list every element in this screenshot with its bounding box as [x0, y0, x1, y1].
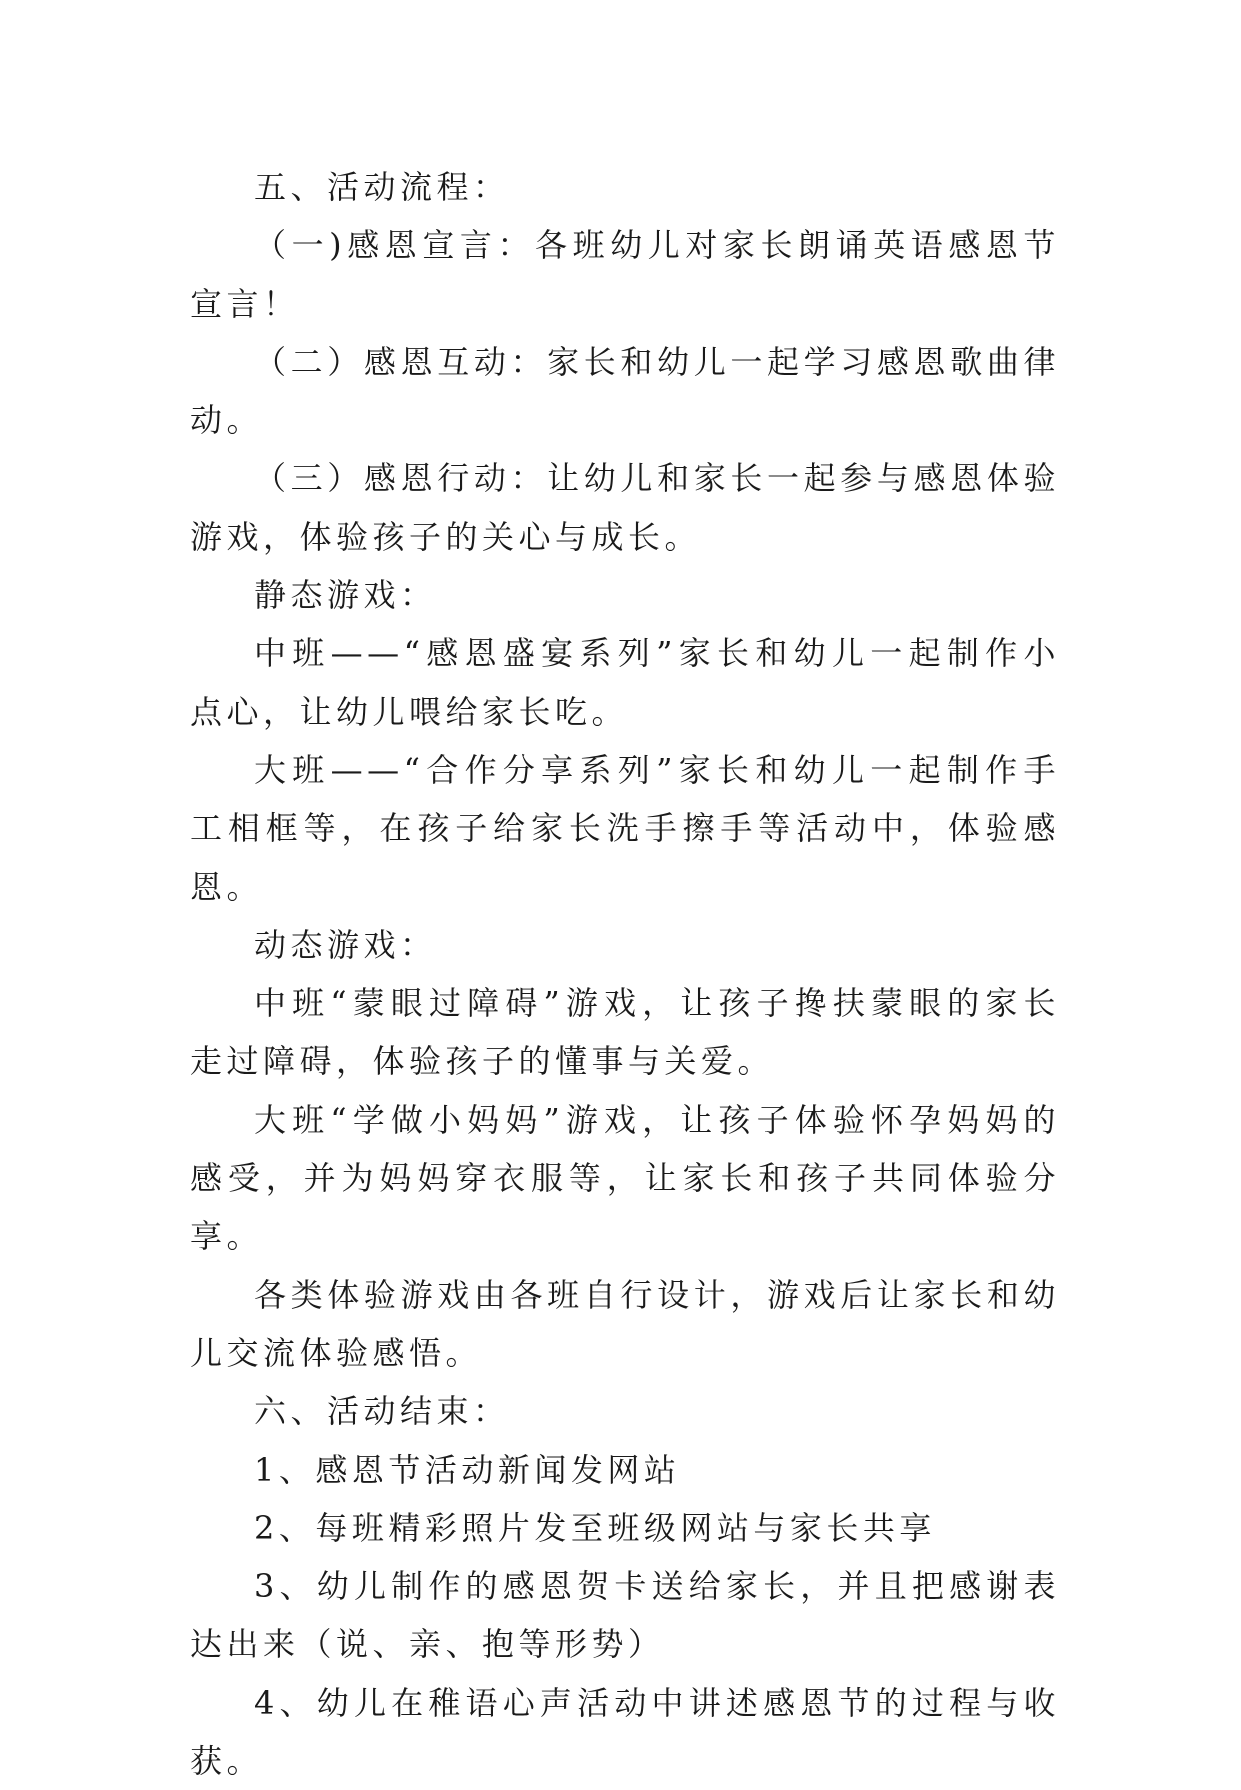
subheading-dynamic-games: 动态游戏： [254, 925, 437, 964]
list-item-3: 3、幼儿制作的感恩贺卡送给家长，并且把感谢表达出来（说、亲、抱等形势） [190, 1567, 1060, 1664]
list-item-4: 4、幼儿在稚语心声活动中讲述感恩节的过程与收获。 [190, 1683, 1060, 1781]
subheading-static-games: 静态游戏： [254, 576, 437, 615]
paragraph-senior-class-static: 大班——“合作分享系列”家长和幼儿一起制作手工相框等，在孩子给家长洗手擦手等活动中，体验感恩。 [190, 750, 1060, 906]
paragraph-senior-class-dynamic: 大班“学做小妈妈”游戏，让孩子体验怀孕妈妈的感受，并为妈妈穿衣服等，让家长和孩子共同体验分享。 [190, 1100, 1060, 1256]
paragraph-gratitude-action: （三）感恩行动：让幼儿和家长一起参与感恩体验游戏，体验孩子的关心与成长。 [190, 459, 1060, 556]
paragraph-gratitude-interaction: （二）感恩互动：家长和幼儿一起学习感恩歌曲律动。 [190, 342, 1060, 440]
document-body [190, 158, 1060, 1790]
list-item-2: 2、每班精彩照片发至班级网站与家长共享 [254, 1508, 936, 1547]
section-heading-process: 五、活动流程： [254, 168, 510, 206]
paragraph-game-design: 各类体验游戏由各班自行设计，游戏后让家长和幼儿交流体验感悟。 [190, 1275, 1060, 1372]
paragraph-middle-class-static: 中班——“感恩盛宴系列”家长和幼儿一起制作小点心，让幼儿喂给家长吃。 [190, 634, 1060, 731]
paragraph-gratitude-declaration: （一)感恩宣言：各班幼儿对家长朗诵英语感恩节宣言！ [190, 226, 1060, 323]
section-heading-conclusion: 六、活动结束： [254, 1392, 510, 1431]
paragraph-middle-class-dynamic: 中班“蒙眼过障碍”游戏，让孩子搀扶蒙眼的家长走过障碍，体验孩子的懂事与关爱。 [190, 984, 1060, 1081]
list-item-1: 1、感恩节活动新闻发网站 [254, 1450, 681, 1489]
